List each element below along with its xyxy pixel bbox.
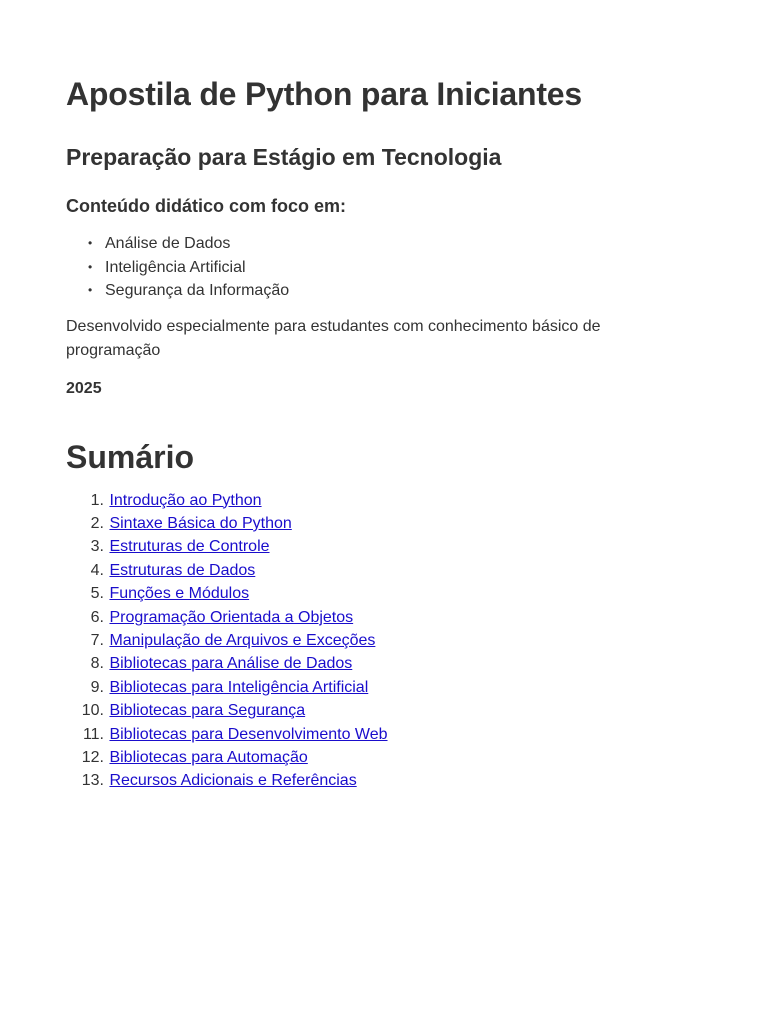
focus-list-item [88,256,702,280]
bullet-icon: • [88,259,93,274]
toc-item-number: 3. [90,538,104,556]
toc-item-number: 11. [82,725,104,743]
toc-link-poo[interactable]: Programação Orientada a Objetos [109,608,354,626]
toc-item-number: 5. [90,585,104,603]
table-of-contents [66,489,702,793]
toc-link-estruturas-controle[interactable]: Estruturas de Controle [109,538,270,556]
focus-item-label: Segurança da Informação [105,282,290,299]
document-description: Desenvolvido especialmente para estudantes com conhecimento básico de programação [66,317,601,359]
toc-item-number: 8. [90,655,104,673]
toc-item [66,489,702,512]
toc-item [66,699,702,722]
focus-list [66,232,702,303]
bullet-icon: • [88,236,93,250]
toc-item-number: 9. [90,678,104,696]
toc-item [66,582,702,605]
toc-link-bibliotecas-seguranca[interactable]: Bibliotecas para Segurança [109,702,306,720]
toc-item-number: 13. [81,772,104,790]
toc-link-funcoes-modulos[interactable]: Funções e Módulos [109,585,250,603]
toc-item-number: 10. [81,702,104,720]
toc-item-number: 12. [81,748,104,766]
toc-item [66,652,702,675]
toc-item [66,723,702,746]
bullet-icon: • [88,283,93,297]
toc-item-number: 1. [90,491,104,509]
toc-link-estruturas-dados[interactable]: Estruturas de Dados [109,561,256,579]
toc-link-bibliotecas-analise-dados[interactable]: Bibliotecas para Análise de Dados [109,655,353,673]
toc-link-bibliotecas-ia[interactable]: Bibliotecas para Inteligência Artificial [109,678,369,696]
toc-link-bibliotecas-automacao[interactable]: Bibliotecas para Automação [109,748,308,766]
toc-link-arquivos-excecoes[interactable]: Manipulação de Arquivos e Exceções [109,631,376,649]
toc-link-recursos-referencias[interactable]: Recursos Adicionais e Referências [109,772,357,790]
toc-link-sintaxe[interactable]: Sintaxe Básica do Python [109,514,292,532]
toc-link-introducao[interactable]: Introdução ao Python [109,491,262,509]
document-title: Apostila de Python para Iniciantes [66,76,582,112]
focus-list-item [88,279,702,303]
toc-item [66,535,702,558]
focus-list-item [88,232,702,256]
toc-item [66,769,702,792]
document-year: 2025 [66,379,102,397]
focus-heading: Conteúdo didático com foco em: [66,196,347,216]
toc-item [66,606,702,629]
toc-item-number: 7. [90,631,104,649]
toc-link-bibliotecas-web[interactable]: Bibliotecas para Desenvolvimento Web [109,725,388,743]
toc-item [66,746,702,769]
toc-item [66,676,702,699]
toc-item-number: 4. [90,561,104,579]
focus-item-label: Análise de Dados [105,235,231,252]
focus-item-label: Inteligência Artificial [105,258,246,276]
toc-item [66,629,702,652]
toc-item [66,559,702,582]
toc-item-number: 2. [90,514,104,532]
toc-item-number: 6. [90,608,104,626]
document-subtitle: Preparação para Estágio em Tecnologia [66,144,502,170]
toc-title: Sumário [66,438,195,475]
toc-item [66,512,702,535]
